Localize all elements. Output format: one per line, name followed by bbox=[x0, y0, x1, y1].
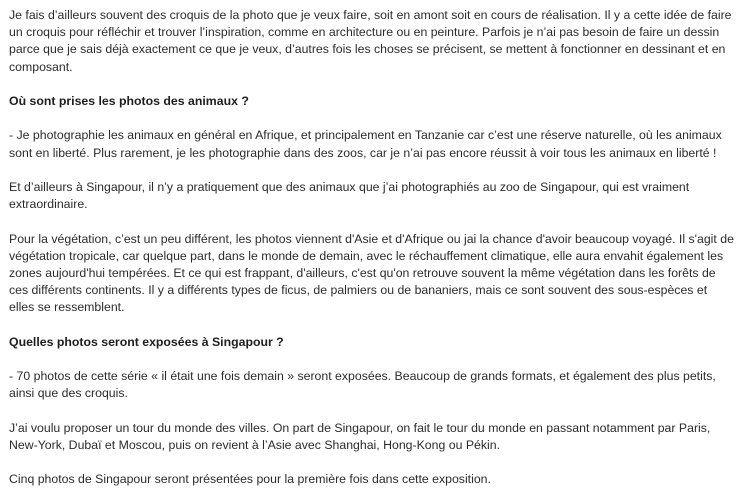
answer-exhibited-photos: - 70 photos de cette série « il était une fois demain » seront exposées. Beaucoup de grands formats, et également des plus petits, ainsi que des croquis. bbox=[9, 369, 716, 401]
paragraph-singapore-zoo: Et d’ailleurs à Singapour, il n’y a pratiquement que des animaux que j’ai photographiés au zoo de Singapour, qui est vraiment extraordinaire. bbox=[9, 179, 690, 212]
article-body bbox=[9, 7, 735, 489]
paragraph-sketches: Je fais d’ailleurs souvent des croquis de la photo que je veux faire, soit en amont soit en cours de réalisation. Il y a cette idée de faire un croquis pour réfléchir et trouver l’inspiration, comme en architecture ou en peinture. Parfois je n’ai pas besoin de faire un dessin parce que je sais déjà exactement ce que je veux, d’autres fois les choses se précisent, se mettent à fonctionner en dessinant et en composant. bbox=[9, 8, 732, 74]
question-animals: Où sont prises les photos des animaux ? bbox=[9, 94, 249, 108]
paragraph-vegetation: Pour la végétation, c’est un peu différent, les photos viennent d'Asie et d'Afrique ou jai la chance d'avoir beaucoup voyagé. Il s'agit de végétation tropicale, car quelque part, dans le monde de demain, avec le réchauffement climatique, elle aura envahit également les zones aujourd'hui tempérées. Et ce qui est frappant, d'ailleurs, c'est qu'on retrouve souvent la même végétation dans les forêts de ces différents continents. Il y a différents types de ficus, de palmiers ou de bananiers, mais ce sont souvent des sous-espèces et elles se ressemblent. bbox=[9, 231, 734, 315]
question-exhibited-photos: Quelles photos seront exposées à Singapour ? bbox=[9, 334, 284, 349]
paragraph-singapore-premiere: Cinq photos de Singapour seront présentées pour la première fois dans cette exposition. bbox=[9, 472, 491, 487]
answer-animals: - Je photographie les animaux en général en Afrique, et principalement en Tanzanie car c’est une réserve naturelle, où les animaux sont en liberté. Plus rarement, je les photographie dans des zoos, car je n’ai pas encore réussit à voir tous les animaux en liberté ! bbox=[9, 128, 722, 160]
paragraph-world-tour: J’ai voulu proposer un tour du monde des villes. On part de Singapour, on fait le tour du monde en passant notamment par Paris, New-York, Dubaï et Moscou, puis on revient à l’Asie avec Shanghai, Hong-Kong ou Pékin. bbox=[9, 420, 711, 452]
